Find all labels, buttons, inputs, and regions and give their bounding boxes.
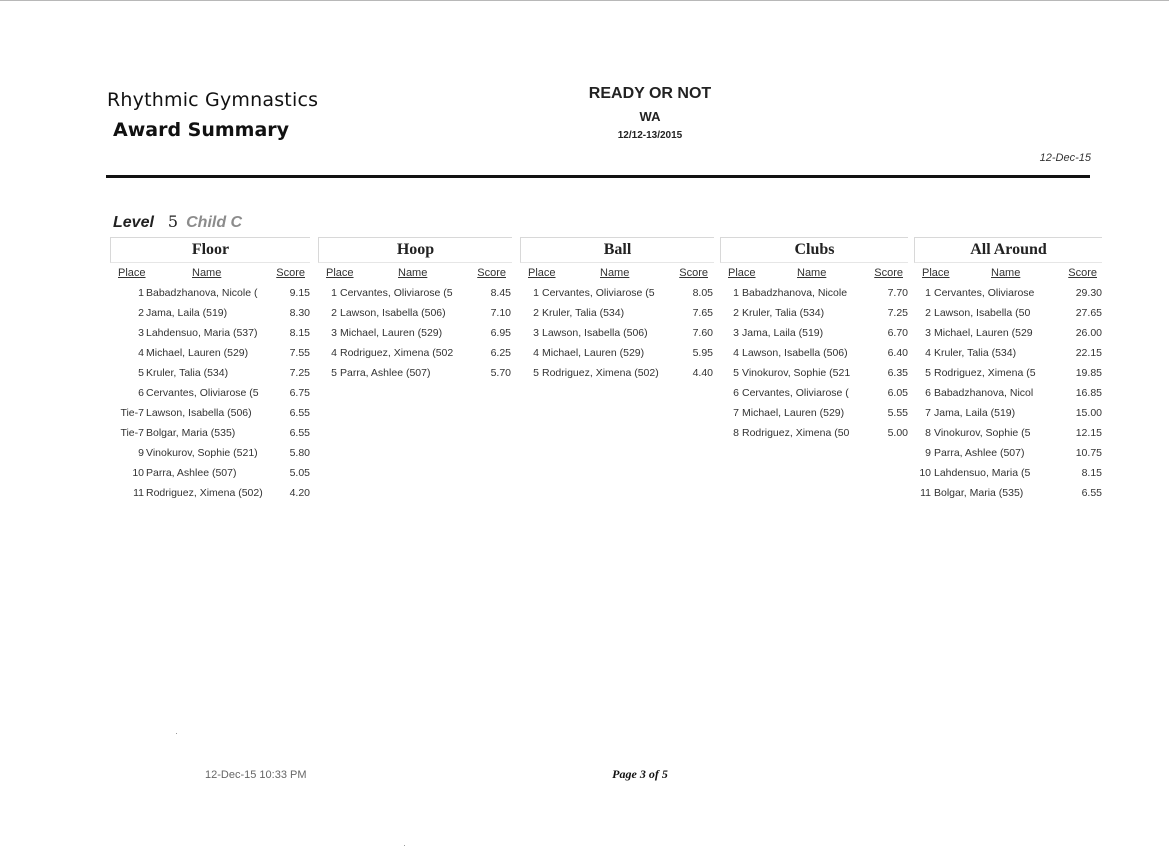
- result-name: Michael, Lauren (529): [742, 407, 845, 419]
- result-score: 6.55: [1081, 487, 1102, 499]
- result-row: [720, 345, 908, 365]
- result-row: [110, 425, 310, 445]
- result-score: 6.40: [887, 347, 908, 359]
- result-name: Rodriguez, Ximena (50: [742, 427, 850, 439]
- result-score: 6.75: [289, 387, 310, 399]
- result-name: Michael, Lauren (529): [146, 347, 249, 359]
- result-place: 4: [331, 347, 337, 359]
- score-column-header: Score: [477, 267, 506, 279]
- name-column-header: Name: [991, 267, 1021, 279]
- result-name: Jama, Laila (519): [146, 307, 228, 319]
- result-place: 2: [331, 307, 337, 319]
- result-row: [720, 365, 908, 385]
- result-row: [914, 325, 1102, 345]
- result-name: Rodriguez, Ximena (502): [146, 487, 263, 499]
- result-place: 3: [733, 327, 739, 339]
- result-row: [914, 445, 1102, 465]
- score-column-header: Score: [1068, 267, 1097, 279]
- result-score: 5.70: [490, 367, 511, 379]
- result-place: 9: [138, 447, 144, 459]
- result-place: 3: [925, 327, 931, 339]
- footer-timestamp: 12-Dec-15 10:33 PM: [205, 769, 307, 781]
- result-name: Cervantes, Oliviarose: [934, 287, 1035, 299]
- result-score: 8.05: [692, 287, 713, 299]
- result-place: 1: [925, 287, 931, 299]
- result-row: [914, 385, 1102, 405]
- result-row: [720, 405, 908, 425]
- result-name: Jama, Laila (519): [742, 327, 824, 339]
- result-row: [110, 345, 310, 365]
- result-name: Lawson, Isabella (50: [934, 307, 1031, 319]
- result-name: Kruler, Talia (534): [146, 367, 229, 379]
- result-row: [110, 305, 310, 325]
- result-score: 6.05: [887, 387, 908, 399]
- result-place: 6: [925, 387, 931, 399]
- result-score: 12.15: [1075, 427, 1102, 439]
- result-score: 15.00: [1075, 407, 1102, 419]
- name-column-header: Name: [797, 267, 827, 279]
- result-name: Cervantes, Oliviarose (5: [146, 387, 259, 399]
- result-place: 11: [920, 487, 931, 499]
- report-subtitle: Award Summary: [113, 119, 290, 141]
- result-name: Lawson, Isabella (506): [146, 407, 252, 419]
- result-name: Cervantes, Oliviarose (5: [542, 287, 655, 299]
- event-title: Floor: [110, 237, 310, 263]
- result-row: [720, 305, 908, 325]
- result-name: Kruler, Talia (534): [742, 307, 825, 319]
- result-row: [110, 365, 310, 385]
- place-column-header: Place: [728, 267, 756, 279]
- result-row: [318, 345, 512, 365]
- result-row: [720, 325, 908, 345]
- result-place: 3: [533, 327, 539, 339]
- result-score: 4.40: [692, 367, 713, 379]
- event-title: Hoop: [318, 237, 512, 263]
- event-title: Clubs: [720, 237, 908, 263]
- meet-name: READY OR NOT: [588, 85, 712, 102]
- result-row: [318, 325, 512, 345]
- result-row: [520, 305, 714, 325]
- event-column-hoop: [318, 237, 512, 385]
- result-place: 7: [925, 407, 931, 419]
- result-place: 8: [925, 427, 931, 439]
- result-place: 11: [133, 487, 144, 499]
- result-score: 16.85: [1075, 387, 1102, 399]
- column-headers: [914, 267, 1102, 285]
- result-name: Lawson, Isabella (506): [340, 307, 446, 319]
- result-row: [110, 465, 310, 485]
- result-name: Vinokurov, Sophie (5: [934, 427, 1031, 439]
- result-place: 5: [138, 367, 144, 379]
- result-name: Bolgar, Maria (535): [146, 427, 236, 439]
- result-place: 1: [138, 287, 144, 299]
- result-score: 8.30: [289, 307, 310, 319]
- result-row: [110, 325, 310, 345]
- print-date: 12-Dec-15: [1039, 152, 1091, 164]
- result-name: Lahdensuo, Maria (5: [934, 467, 1031, 479]
- result-place: 6: [138, 387, 144, 399]
- result-row: [110, 285, 310, 305]
- scan-edge-line: [0, 0, 1169, 1]
- result-name: Michael, Lauren (529): [542, 347, 645, 359]
- result-score: 8.15: [289, 327, 310, 339]
- result-name: Kruler, Talia (534): [542, 307, 625, 319]
- result-place: 5: [331, 367, 337, 379]
- result-score: 7.65: [692, 307, 713, 319]
- name-column-header: Name: [398, 267, 428, 279]
- header-divider: [106, 175, 1090, 178]
- result-score: 6.55: [289, 427, 310, 439]
- result-name: Kruler, Talia (534): [934, 347, 1017, 359]
- page-number: Page 3 of 5: [612, 767, 668, 781]
- result-place: 7: [733, 407, 739, 419]
- result-row: [110, 485, 310, 505]
- result-score: 6.35: [887, 367, 908, 379]
- result-place: 4: [533, 347, 539, 359]
- result-name: Cervantes, Oliviarose (: [742, 387, 849, 399]
- place-column-header: Place: [922, 267, 950, 279]
- result-place: 1: [533, 287, 539, 299]
- result-score: 8.45: [490, 287, 511, 299]
- event-column-all-around: [914, 237, 1102, 505]
- result-score: 7.25: [887, 307, 908, 319]
- result-name: Babadzhanova, Nicole (: [146, 287, 258, 299]
- result-score: 7.10: [490, 307, 511, 319]
- report-title: Rhythmic Gymnastics: [107, 89, 319, 111]
- result-place: 5: [925, 367, 931, 379]
- result-place: 10: [919, 467, 931, 479]
- result-place: 2: [733, 307, 739, 319]
- result-name: Rodriguez, Ximena (5: [934, 367, 1036, 379]
- result-name: Lahdensuo, Maria (537): [146, 327, 258, 339]
- result-row: [110, 385, 310, 405]
- result-name: Parra, Ashlee (507): [146, 467, 237, 479]
- result-name: Parra, Ashlee (507): [934, 447, 1025, 459]
- result-row: [720, 285, 908, 305]
- result-name: Vinokurov, Sophie (521: [742, 367, 851, 379]
- result-row: [318, 365, 512, 385]
- result-name: Rodriguez, Ximena (502): [542, 367, 659, 379]
- result-name: Babadzhanova, Nicole: [742, 287, 848, 299]
- event-title: All Around: [914, 237, 1102, 263]
- result-place: 6: [733, 387, 739, 399]
- result-score: 7.25: [289, 367, 310, 379]
- result-row: [520, 345, 714, 365]
- result-name: Jama, Laila (519): [934, 407, 1016, 419]
- event-title: Ball: [520, 237, 714, 263]
- result-score: 9.15: [289, 287, 310, 299]
- result-score: 10.75: [1075, 447, 1102, 459]
- column-headers: [720, 267, 908, 285]
- result-row: [110, 445, 310, 465]
- result-row: [520, 365, 714, 385]
- result-place: 3: [138, 327, 144, 339]
- result-score: 5.05: [289, 467, 310, 479]
- result-place: Tie-7: [120, 407, 144, 419]
- level-number: 5: [167, 212, 179, 231]
- event-column-clubs: [720, 237, 908, 445]
- result-score: 29.30: [1075, 287, 1102, 299]
- result-place: Tie-7: [120, 427, 144, 439]
- result-score: 6.70: [887, 327, 908, 339]
- result-score: 5.95: [692, 347, 713, 359]
- result-name: Michael, Lauren (529: [934, 327, 1033, 339]
- result-row: [914, 485, 1102, 505]
- result-place: 2: [533, 307, 539, 319]
- scan-speck: [176, 733, 177, 734]
- result-name: Rodriguez, Ximena (502: [340, 347, 454, 359]
- result-name: Vinokurov, Sophie (521): [146, 447, 258, 459]
- result-name: Cervantes, Oliviarose (5: [340, 287, 453, 299]
- result-row: [914, 305, 1102, 325]
- result-score: 5.00: [887, 427, 908, 439]
- result-place: 2: [925, 307, 931, 319]
- result-name: Babadzhanova, Nicol: [934, 387, 1034, 399]
- result-row: [720, 385, 908, 405]
- scan-speck: [404, 845, 405, 846]
- result-place: 1: [331, 287, 337, 299]
- score-column-header: Score: [276, 267, 305, 279]
- result-place: 5: [533, 367, 539, 379]
- result-name: Lawson, Isabella (506): [742, 347, 848, 359]
- result-place: 5: [733, 367, 739, 379]
- result-row: [520, 285, 714, 305]
- result-place: 3: [331, 327, 337, 339]
- result-row: [520, 325, 714, 345]
- result-row: [720, 425, 908, 445]
- meet-state: WA: [639, 109, 661, 124]
- result-score: 6.25: [490, 347, 511, 359]
- result-row: [914, 405, 1102, 425]
- result-row: [318, 285, 512, 305]
- result-place: 9: [925, 447, 931, 459]
- result-row: [914, 285, 1102, 305]
- result-place: 1: [733, 287, 739, 299]
- result-score: 6.55: [289, 407, 310, 419]
- result-row: [318, 305, 512, 325]
- result-place: 4: [925, 347, 931, 359]
- column-headers: [520, 267, 714, 285]
- name-column-header: Name: [600, 267, 630, 279]
- result-name: Michael, Lauren (529): [340, 327, 443, 339]
- result-score: 7.70: [887, 287, 908, 299]
- result-place: 2: [138, 307, 144, 319]
- event-column-floor: [110, 237, 310, 505]
- result-place: 8: [733, 427, 739, 439]
- result-row: [914, 425, 1102, 445]
- place-column-header: Place: [528, 267, 556, 279]
- result-row: [914, 465, 1102, 485]
- result-score: 19.85: [1075, 367, 1102, 379]
- score-column-header: Score: [679, 267, 708, 279]
- name-column-header: Name: [192, 267, 222, 279]
- place-column-header: Place: [326, 267, 354, 279]
- result-score: 27.65: [1075, 307, 1102, 319]
- result-score: 7.60: [692, 327, 713, 339]
- result-name: Lawson, Isabella (506): [542, 327, 648, 339]
- level-label: Level: [113, 214, 154, 231]
- result-row: [914, 365, 1102, 385]
- result-place: 10: [132, 467, 144, 479]
- level-division: Child C: [186, 214, 243, 231]
- result-score: 5.80: [289, 447, 310, 459]
- result-score: 22.15: [1075, 347, 1102, 359]
- result-score: 6.95: [490, 327, 511, 339]
- result-score: 7.55: [289, 347, 310, 359]
- column-headers: [318, 267, 512, 285]
- result-place: 4: [733, 347, 739, 359]
- event-column-ball: [520, 237, 714, 385]
- result-row: [110, 405, 310, 425]
- place-column-header: Place: [118, 267, 146, 279]
- column-headers: [110, 267, 310, 285]
- result-score: 4.20: [289, 487, 310, 499]
- result-score: 26.00: [1075, 327, 1102, 339]
- score-column-header: Score: [874, 267, 903, 279]
- meet-dates: 12/12-13/2015: [617, 130, 683, 141]
- result-score: 8.15: [1081, 467, 1102, 479]
- result-row: [914, 345, 1102, 365]
- result-name: Bolgar, Maria (535): [934, 487, 1024, 499]
- level-heading: [113, 212, 242, 232]
- result-place: 4: [138, 347, 144, 359]
- result-name: Parra, Ashlee (507): [340, 367, 431, 379]
- result-score: 5.55: [887, 407, 908, 419]
